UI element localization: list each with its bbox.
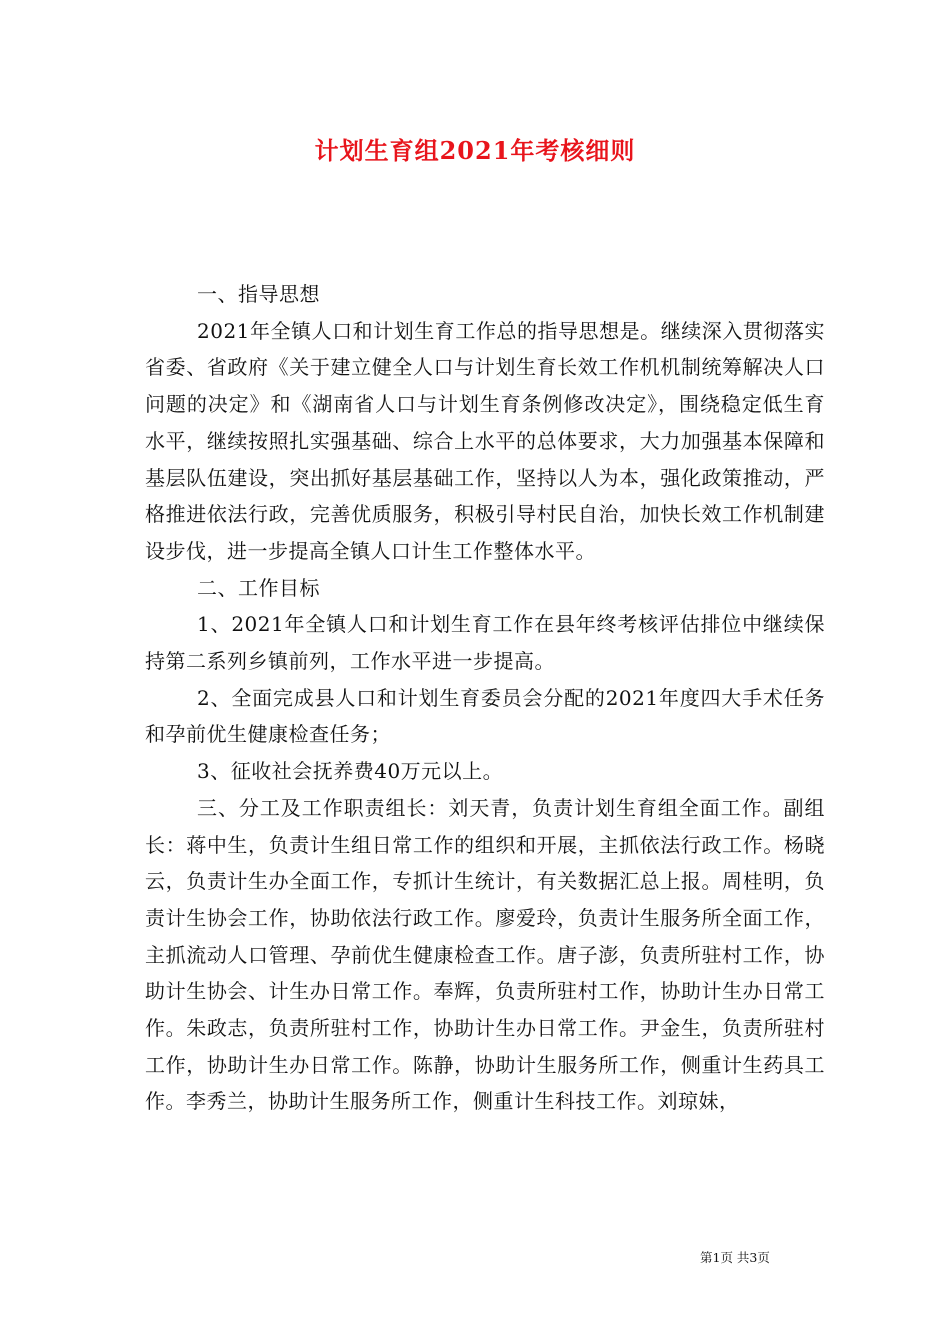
document-body xyxy=(145,276,825,1120)
document-title: 计划生育组2021年考核细则 xyxy=(314,136,636,165)
paragraph-goal-2: 2、全面完成县人口和计划生育委员会分配的2021年度四大手术任务和孕前优生健康检查任务； xyxy=(145,685,825,747)
paragraph-division-of-duties: 三、分工及工作职责组长：刘天青，负责计划生育组全面工作。副组长：蒋中生，负责计生组日常工作的组织和开展，主抓依法行政工作。杨晓云，负责计生办全面工作，专抓计生统计，有关数据汇总上报。周桂明，负责计生协会工作，协助依法行政工作。廖爱玲，负责计生服务所全面工作，主抓流动人口管理、孕前优生健康检查工作。唐子澎，负责所驻村工作，协助计生协会、计生办日常工作。奉辉，负责所驻村工作，协助计生办日常工作。朱政志，负责所驻村工作，协助计生办日常工作。尹金生，负责所驻村工作，协助计生办日常工作。陈静，协助计生服务所工作，侧重计生药具工作。李秀兰，协助计生服务所工作，侧重计生科技工作。刘琼妹， xyxy=(145,795,825,1114)
paragraph-goal-1: 1、2021年全镇人口和计划生育工作在县年终考核评估排位中继续保持第二系列乡镇前列，工作水平进一步提高。 xyxy=(145,612,825,674)
section-heading-guiding-ideology: 一、指导思想 xyxy=(197,282,320,306)
paragraph-guiding-ideology: 2021年全镇人口和计划生育工作总的指导思想是。继续深入贯彻落实省委、省政府《关于建立健全人口与计划生育长效工作机机制统筹解决人口问题的决定》和《湖南省人口与计划生育条例修改决定》，围绕稳定低生育水平，继续按照扎实强基础、综合上水平的总体要求，大力加强基本保障和基层队伍建设，突出抓好基层基础工作，坚持以人为本，强化政策推动，严格推进依法行政，完善优质服务，积极引导村民自治，加快长效工作机制建设步伐，进一步提高全镇人口计生工作整体水平。 xyxy=(145,318,825,563)
paragraph-goal-3: 3、征收社会抚养费40万元以上。 xyxy=(197,759,504,784)
section-heading-work-goals: 二、工作目标 xyxy=(197,575,320,600)
page-number: 第1页 共3页 xyxy=(700,1250,770,1265)
